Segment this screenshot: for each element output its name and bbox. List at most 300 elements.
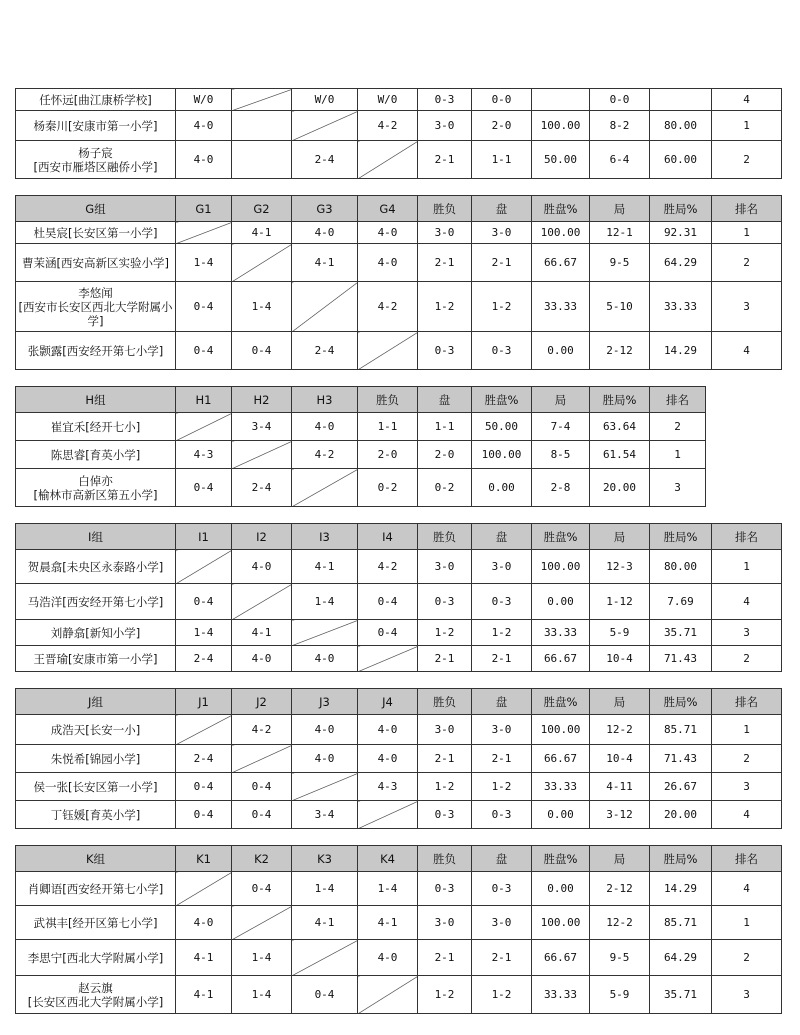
result-cell: 2-1 bbox=[472, 940, 532, 976]
result-cell: 71.43 bbox=[650, 745, 712, 773]
column-header: 胜盘% bbox=[532, 524, 590, 550]
result-cell: 4-0 bbox=[176, 141, 232, 179]
result-cell: 4-0 bbox=[176, 111, 232, 141]
self-match-cell bbox=[232, 89, 292, 111]
result-cell: 3-0 bbox=[418, 906, 472, 940]
result-cell: 2-12 bbox=[590, 332, 650, 370]
result-cell: 1 bbox=[712, 550, 782, 584]
player-name: 肖卿语[西安经开第七小学] bbox=[16, 872, 176, 906]
result-cell: 4-2 bbox=[358, 282, 418, 332]
column-header: 胜局% bbox=[650, 196, 712, 222]
column-header: I3 bbox=[292, 524, 358, 550]
section-gap bbox=[15, 179, 800, 195]
result-cell: 4-1 bbox=[292, 906, 358, 940]
result-cell: 4-0 bbox=[358, 715, 418, 745]
self-match-cell bbox=[358, 332, 418, 370]
result-cell: 63.64 bbox=[590, 413, 650, 441]
group-label: I组 bbox=[16, 524, 176, 550]
result-cell: 1-2 bbox=[472, 620, 532, 646]
result-cell: 2 bbox=[712, 745, 782, 773]
self-match-cell bbox=[358, 976, 418, 1014]
result-cell: 85.71 bbox=[650, 715, 712, 745]
group-header-row bbox=[16, 387, 706, 413]
result-cell: 4 bbox=[712, 872, 782, 906]
player-row bbox=[16, 745, 782, 773]
column-header: 胜负 bbox=[418, 524, 472, 550]
player-name: 武祺丰[经开区第七小学] bbox=[16, 906, 176, 940]
player-row bbox=[16, 550, 782, 584]
column-header: 胜负 bbox=[418, 846, 472, 872]
result-cell: 6-4 bbox=[590, 141, 650, 179]
result-cell: 4-0 bbox=[358, 244, 418, 282]
result-cell: 0-2 bbox=[358, 469, 418, 507]
result-cell: 85.71 bbox=[650, 906, 712, 940]
result-cell: 0-4 bbox=[232, 773, 292, 801]
group-table bbox=[15, 688, 782, 829]
result-cell: 4 bbox=[712, 801, 782, 829]
result-cell: 2-4 bbox=[292, 332, 358, 370]
result-cell: 0-4 bbox=[358, 620, 418, 646]
column-header: J4 bbox=[358, 689, 418, 715]
result-cell: 0-3 bbox=[472, 801, 532, 829]
column-header: 胜盘% bbox=[532, 846, 590, 872]
result-cell: 1-4 bbox=[176, 620, 232, 646]
player-row bbox=[16, 441, 706, 469]
player-name: 贺晨翕[未央区永泰路小学] bbox=[16, 550, 176, 584]
result-cell: 1-1 bbox=[358, 413, 418, 441]
result-cell: 2 bbox=[712, 141, 782, 179]
result-cell: 2-0 bbox=[418, 441, 472, 469]
result-cell bbox=[532, 89, 590, 111]
player-row bbox=[16, 332, 782, 370]
result-cell: 80.00 bbox=[650, 550, 712, 584]
result-cell: 1 bbox=[712, 906, 782, 940]
result-cell: 33.33 bbox=[532, 620, 590, 646]
result-cell: 0-3 bbox=[418, 801, 472, 829]
column-header: 胜局% bbox=[650, 524, 712, 550]
result-cell: 4-0 bbox=[232, 550, 292, 584]
result-cell: 9-5 bbox=[590, 244, 650, 282]
column-header: 局 bbox=[532, 387, 590, 413]
player-name: 成浩天[长安一小] bbox=[16, 715, 176, 745]
result-cell: 2-1 bbox=[472, 745, 532, 773]
result-cell: 4-0 bbox=[292, 222, 358, 244]
result-cell: 1 bbox=[712, 715, 782, 745]
player-name: 陈思睿[育英小学] bbox=[16, 441, 176, 469]
result-cell: 35.71 bbox=[650, 620, 712, 646]
self-match-cell bbox=[292, 940, 358, 976]
result-cell: 4-0 bbox=[292, 413, 358, 441]
column-header: K3 bbox=[292, 846, 358, 872]
result-cell: 71.43 bbox=[650, 646, 712, 672]
column-header: 盘 bbox=[418, 387, 472, 413]
result-cell: 12-2 bbox=[590, 715, 650, 745]
self-match-cell bbox=[232, 441, 292, 469]
player-name: 杨秦川[安康市第一小学] bbox=[16, 111, 176, 141]
section-gap bbox=[15, 370, 800, 386]
column-header: G1 bbox=[176, 196, 232, 222]
column-header: J2 bbox=[232, 689, 292, 715]
result-cell: 10-4 bbox=[590, 646, 650, 672]
result-cell: 100.00 bbox=[532, 550, 590, 584]
result-cell: 2-0 bbox=[358, 441, 418, 469]
player-row bbox=[16, 282, 782, 332]
result-cell: 3-0 bbox=[472, 715, 532, 745]
result-cell: 14.29 bbox=[650, 332, 712, 370]
group-label: K组 bbox=[16, 846, 176, 872]
self-match-cell bbox=[292, 111, 358, 141]
result-cell: 1-2 bbox=[418, 620, 472, 646]
result-cell: 4 bbox=[712, 584, 782, 620]
column-header: 胜盘% bbox=[532, 689, 590, 715]
column-header: K4 bbox=[358, 846, 418, 872]
result-cell: 0-4 bbox=[292, 976, 358, 1014]
result-cell: 0-0 bbox=[472, 89, 532, 111]
result-cell: 1-2 bbox=[418, 976, 472, 1014]
player-row bbox=[16, 976, 782, 1014]
self-match-cell bbox=[176, 222, 232, 244]
result-cell: 1-2 bbox=[418, 773, 472, 801]
result-cell: 100.00 bbox=[532, 715, 590, 745]
player-row bbox=[16, 413, 706, 441]
result-cell: 1-2 bbox=[418, 282, 472, 332]
result-cell: 100.00 bbox=[532, 111, 590, 141]
result-cell: 4-1 bbox=[232, 620, 292, 646]
result-cell: 1-4 bbox=[358, 872, 418, 906]
result-cell: 2-8 bbox=[532, 469, 590, 507]
result-cell: 2-1 bbox=[418, 646, 472, 672]
result-cell: 2-4 bbox=[176, 745, 232, 773]
result-cell: W/0 bbox=[292, 89, 358, 111]
result-cell: 1-1 bbox=[472, 141, 532, 179]
result-cell: 2-4 bbox=[292, 141, 358, 179]
result-cell: 4-1 bbox=[232, 222, 292, 244]
group-header-row bbox=[16, 689, 782, 715]
player-name: 丁钰媛[育英小学] bbox=[16, 801, 176, 829]
player-name: 侯一张[长安区第一小学] bbox=[16, 773, 176, 801]
column-header: 排名 bbox=[712, 196, 782, 222]
result-cell: 5-10 bbox=[590, 282, 650, 332]
results-sheet bbox=[15, 88, 800, 1014]
result-cell: 4-0 bbox=[358, 940, 418, 976]
result-cell: 4-1 bbox=[292, 550, 358, 584]
player-row bbox=[16, 715, 782, 745]
group-header-row bbox=[16, 846, 782, 872]
result-cell: 10-4 bbox=[590, 745, 650, 773]
result-cell: 1-12 bbox=[590, 584, 650, 620]
player-row bbox=[16, 620, 782, 646]
result-cell: 2-1 bbox=[472, 244, 532, 282]
self-match-cell bbox=[292, 620, 358, 646]
column-header: 局 bbox=[590, 689, 650, 715]
result-cell: 33.33 bbox=[532, 773, 590, 801]
column-header: 局 bbox=[590, 196, 650, 222]
result-cell: 14.29 bbox=[650, 872, 712, 906]
column-header: 排名 bbox=[712, 689, 782, 715]
player-row bbox=[16, 646, 782, 672]
result-cell: 2 bbox=[712, 646, 782, 672]
result-cell: 3-12 bbox=[590, 801, 650, 829]
result-cell: 8-5 bbox=[532, 441, 590, 469]
result-cell: 4-2 bbox=[358, 111, 418, 141]
result-cell: 0-4 bbox=[176, 332, 232, 370]
self-match-cell bbox=[232, 906, 292, 940]
result-cell: 5-9 bbox=[590, 976, 650, 1014]
column-header: 盘 bbox=[472, 689, 532, 715]
column-header: 胜负 bbox=[358, 387, 418, 413]
column-header: 胜局% bbox=[650, 689, 712, 715]
column-header: G2 bbox=[232, 196, 292, 222]
player-name: 崔宜禾[经开七小] bbox=[16, 413, 176, 441]
result-cell: W/0 bbox=[176, 89, 232, 111]
player-row bbox=[16, 584, 782, 620]
column-header: 局 bbox=[590, 524, 650, 550]
player-name: 朱悦希[锦园小学] bbox=[16, 745, 176, 773]
result-cell: 2-4 bbox=[232, 469, 292, 507]
result-cell: 4-1 bbox=[358, 906, 418, 940]
result-cell: 2-1 bbox=[472, 646, 532, 672]
player-name: 王晋瑜[安康市第一小学] bbox=[16, 646, 176, 672]
result-cell: 3 bbox=[712, 773, 782, 801]
self-match-cell bbox=[176, 715, 232, 745]
column-header: 局 bbox=[590, 846, 650, 872]
result-cell: 0.00 bbox=[532, 584, 590, 620]
result-cell bbox=[232, 111, 292, 141]
result-cell: W/0 bbox=[358, 89, 418, 111]
result-cell: 50.00 bbox=[532, 141, 590, 179]
player-name: 赵云旗 [长安区西北大学附属小学] bbox=[16, 976, 176, 1014]
result-cell: 8-2 bbox=[590, 111, 650, 141]
column-header: H1 bbox=[176, 387, 232, 413]
result-cell: 3-0 bbox=[418, 111, 472, 141]
result-cell: 1 bbox=[650, 441, 706, 469]
result-cell: 33.33 bbox=[532, 282, 590, 332]
result-cell: 1-4 bbox=[232, 940, 292, 976]
result-cell: 1-4 bbox=[232, 976, 292, 1014]
self-match-cell bbox=[358, 801, 418, 829]
result-cell: 4-11 bbox=[590, 773, 650, 801]
column-header: H2 bbox=[232, 387, 292, 413]
result-cell: 66.67 bbox=[532, 646, 590, 672]
result-cell: 3-4 bbox=[232, 413, 292, 441]
result-cell: 4-0 bbox=[292, 715, 358, 745]
player-row bbox=[16, 906, 782, 940]
result-cell: 3 bbox=[650, 469, 706, 507]
result-cell: 5-9 bbox=[590, 620, 650, 646]
player-row bbox=[16, 801, 782, 829]
column-header: J1 bbox=[176, 689, 232, 715]
result-cell: 60.00 bbox=[650, 141, 712, 179]
player-name: 刘静翕[新知小学] bbox=[16, 620, 176, 646]
result-cell: 7-4 bbox=[532, 413, 590, 441]
player-row bbox=[16, 89, 782, 111]
column-header: 盘 bbox=[472, 846, 532, 872]
result-cell: 4-3 bbox=[358, 773, 418, 801]
column-header: I4 bbox=[358, 524, 418, 550]
result-cell: 0-3 bbox=[418, 872, 472, 906]
column-header: 排名 bbox=[650, 387, 706, 413]
result-cell: 20.00 bbox=[590, 469, 650, 507]
result-cell: 20.00 bbox=[650, 801, 712, 829]
result-cell: 4-1 bbox=[292, 244, 358, 282]
result-cell: 0-3 bbox=[418, 89, 472, 111]
result-cell: 66.67 bbox=[532, 745, 590, 773]
player-name: 杨子宸 [西安市雁塔区融侨小学] bbox=[16, 141, 176, 179]
column-header: 排名 bbox=[712, 524, 782, 550]
column-header: 盘 bbox=[472, 524, 532, 550]
result-cell: 0-4 bbox=[358, 584, 418, 620]
result-cell: 1-2 bbox=[472, 282, 532, 332]
result-cell: 0-4 bbox=[176, 773, 232, 801]
player-row bbox=[16, 222, 782, 244]
group-table bbox=[15, 386, 706, 507]
result-cell: 1 bbox=[712, 111, 782, 141]
result-cell: 4 bbox=[712, 89, 782, 111]
result-cell: 7.69 bbox=[650, 584, 712, 620]
result-cell: 4-0 bbox=[176, 906, 232, 940]
group-label: H组 bbox=[16, 387, 176, 413]
column-header: 胜局% bbox=[590, 387, 650, 413]
result-cell: 3 bbox=[712, 976, 782, 1014]
result-cell: 35.71 bbox=[650, 976, 712, 1014]
column-header: 盘 bbox=[472, 196, 532, 222]
result-cell: 1 bbox=[712, 222, 782, 244]
result-cell: 3 bbox=[712, 282, 782, 332]
group-table bbox=[15, 845, 782, 1014]
result-cell: 1-2 bbox=[472, 773, 532, 801]
result-cell: 0.00 bbox=[532, 872, 590, 906]
result-cell: 0.00 bbox=[472, 469, 532, 507]
result-cell: 4-0 bbox=[232, 646, 292, 672]
result-cell: 4-0 bbox=[292, 745, 358, 773]
result-cell: 12-3 bbox=[590, 550, 650, 584]
self-match-cell bbox=[232, 745, 292, 773]
result-cell: 12-1 bbox=[590, 222, 650, 244]
result-cell: 4-2 bbox=[232, 715, 292, 745]
result-cell: 3-0 bbox=[472, 550, 532, 584]
result-cell: 33.33 bbox=[532, 976, 590, 1014]
self-match-cell bbox=[232, 244, 292, 282]
column-header: K2 bbox=[232, 846, 292, 872]
result-cell: 0-3 bbox=[472, 332, 532, 370]
result-cell: 0-4 bbox=[232, 801, 292, 829]
player-row bbox=[16, 872, 782, 906]
column-header: 胜局% bbox=[650, 846, 712, 872]
column-header: I2 bbox=[232, 524, 292, 550]
player-name: 杜昊宸[长安区第一小学] bbox=[16, 222, 176, 244]
result-cell: 4-0 bbox=[292, 646, 358, 672]
result-cell: 2 bbox=[712, 940, 782, 976]
result-cell: 2-4 bbox=[176, 646, 232, 672]
result-cell: 0-3 bbox=[418, 332, 472, 370]
result-cell: 50.00 bbox=[472, 413, 532, 441]
column-header: 排名 bbox=[712, 846, 782, 872]
result-cell: 0-4 bbox=[232, 332, 292, 370]
result-cell: 2-1 bbox=[418, 244, 472, 282]
result-cell: 3-4 bbox=[292, 801, 358, 829]
player-row bbox=[16, 244, 782, 282]
result-cell: 2-12 bbox=[590, 872, 650, 906]
player-row bbox=[16, 141, 782, 179]
result-cell: 4-2 bbox=[292, 441, 358, 469]
result-cell: 12-2 bbox=[590, 906, 650, 940]
player-name: 张颢露[西安经开第七小学] bbox=[16, 332, 176, 370]
self-match-cell bbox=[176, 413, 232, 441]
group-label: J组 bbox=[16, 689, 176, 715]
result-cell: 2-1 bbox=[418, 141, 472, 179]
result-cell: 3-0 bbox=[472, 906, 532, 940]
result-cell: 3-0 bbox=[418, 715, 472, 745]
player-name: 李悠闻 [西安市长安区西北大学附属小学] bbox=[16, 282, 176, 332]
result-cell: 4-1 bbox=[176, 940, 232, 976]
result-cell: 2 bbox=[650, 413, 706, 441]
result-cell: 9-5 bbox=[590, 940, 650, 976]
result-cell: 4-2 bbox=[358, 550, 418, 584]
section-gap bbox=[15, 829, 800, 845]
result-cell: 1-4 bbox=[292, 872, 358, 906]
self-match-cell bbox=[232, 584, 292, 620]
result-cell: 1-1 bbox=[418, 413, 472, 441]
player-name: 白倬亦 [榆林市高新区第五小学] bbox=[16, 469, 176, 507]
group-label: G组 bbox=[16, 196, 176, 222]
result-cell: 4-1 bbox=[176, 976, 232, 1014]
self-match-cell bbox=[292, 469, 358, 507]
result-cell: 0-4 bbox=[176, 801, 232, 829]
result-cell bbox=[650, 89, 712, 111]
column-header: 胜盘% bbox=[532, 196, 590, 222]
result-cell: 64.29 bbox=[650, 940, 712, 976]
player-row bbox=[16, 773, 782, 801]
result-cell: 1-4 bbox=[292, 584, 358, 620]
result-cell: 2-1 bbox=[418, 940, 472, 976]
result-cell: 0-4 bbox=[176, 469, 232, 507]
result-cell: 26.67 bbox=[650, 773, 712, 801]
result-cell: 1-4 bbox=[232, 282, 292, 332]
column-header: H3 bbox=[292, 387, 358, 413]
player-name: 李思宁[西北大学附属小学] bbox=[16, 940, 176, 976]
player-row bbox=[16, 111, 782, 141]
result-cell: 0.00 bbox=[532, 801, 590, 829]
group-table bbox=[15, 523, 782, 672]
player-name: 任怀远[曲江康桥学校] bbox=[16, 89, 176, 111]
result-cell: 2-1 bbox=[418, 745, 472, 773]
result-cell bbox=[232, 141, 292, 179]
player-row bbox=[16, 940, 782, 976]
column-header: G4 bbox=[358, 196, 418, 222]
self-match-cell bbox=[176, 550, 232, 584]
column-header: 胜盘% bbox=[472, 387, 532, 413]
result-cell: 2-0 bbox=[472, 111, 532, 141]
result-cell: 0-3 bbox=[418, 584, 472, 620]
result-cell: 3 bbox=[712, 620, 782, 646]
self-match-cell bbox=[358, 646, 418, 672]
result-cell: 2 bbox=[712, 244, 782, 282]
player-name: 马浩洋[西安经开第七小学] bbox=[16, 584, 176, 620]
result-cell: 3-0 bbox=[472, 222, 532, 244]
result-cell: 66.67 bbox=[532, 244, 590, 282]
result-cell: 4-0 bbox=[358, 222, 418, 244]
self-match-cell bbox=[358, 141, 418, 179]
column-header: 胜负 bbox=[418, 196, 472, 222]
column-header: J3 bbox=[292, 689, 358, 715]
self-match-cell bbox=[292, 282, 358, 332]
result-cell: 0-4 bbox=[176, 282, 232, 332]
result-cell: 0-2 bbox=[418, 469, 472, 507]
player-row bbox=[16, 469, 706, 507]
result-cell: 100.00 bbox=[532, 222, 590, 244]
result-cell: 0-3 bbox=[472, 584, 532, 620]
result-cell: 0-3 bbox=[472, 872, 532, 906]
